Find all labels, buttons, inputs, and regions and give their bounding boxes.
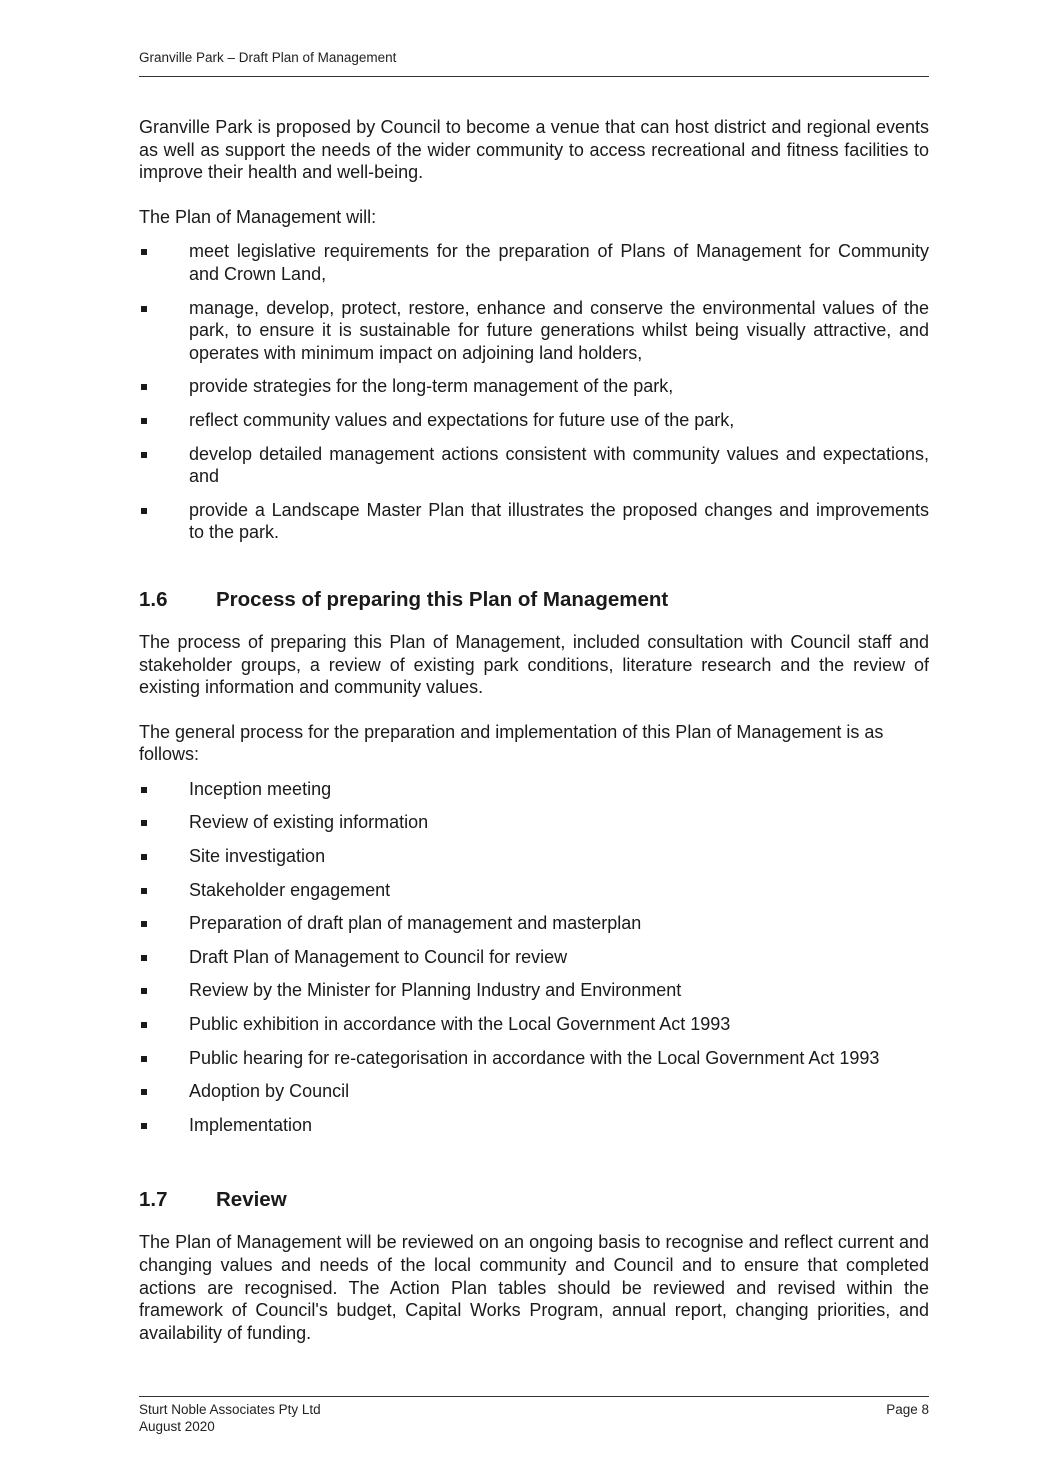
spacer bbox=[139, 555, 929, 587]
process-paragraph: The process of preparing this Plan of Management, included consultation with Council staff and stakeholder groups, a review of existing park conditions, literature research and the review of existing information and community values. bbox=[139, 631, 929, 698]
square-bullet-icon bbox=[141, 787, 147, 793]
list-item: Review of existing information bbox=[139, 811, 929, 834]
page-body bbox=[139, 116, 929, 1366]
header-divider bbox=[139, 76, 929, 77]
list-item: Draft Plan of Management to Council for review bbox=[139, 946, 929, 969]
list-item: Inception meeting bbox=[139, 778, 929, 801]
plan-will-lead: The Plan of Management will: bbox=[139, 206, 377, 227]
list-item: Review by the Minister for Planning Industry and Environment bbox=[139, 979, 929, 1002]
square-bullet-icon bbox=[141, 988, 147, 994]
process-steps-list bbox=[139, 778, 929, 1137]
list-item: provide strategies for the long-term management of the park, bbox=[139, 375, 929, 398]
list-item: provide a Landscape Master Plan that illustrates the proposed changes and improvements to the park. bbox=[139, 499, 929, 544]
list-item: Adoption by Council bbox=[139, 1080, 929, 1103]
square-bullet-icon bbox=[141, 820, 147, 826]
section-number: 1.6 bbox=[139, 587, 168, 611]
list-item: Implementation bbox=[139, 1114, 929, 1137]
footer-company: Sturt Noble Associates Pty Ltd bbox=[139, 1402, 321, 1417]
list-item: Stakeholder engagement bbox=[139, 879, 929, 902]
square-bullet-icon bbox=[141, 888, 147, 894]
square-bullet-icon bbox=[141, 418, 147, 424]
list-item: meet legislative requirements for the preparation of Plans of Management for Community and Crown Land, bbox=[139, 240, 929, 285]
section-heading-1-7 bbox=[139, 1187, 929, 1213]
page-number: Page 8 bbox=[886, 1402, 929, 1417]
list-item: Public hearing for re-categorisation in accordance with the Local Government Act 1993 bbox=[139, 1047, 929, 1070]
section-title: Review bbox=[216, 1188, 287, 1212]
intro-paragraph: Granville Park is proposed by Council to become a venue that can host district and regional events as well as support the needs of the wider community to access recreational and fitness facilities to improve their health and well-being. bbox=[139, 117, 929, 183]
square-bullet-icon bbox=[141, 384, 147, 390]
document-page bbox=[139, 0, 929, 1484]
square-bullet-icon bbox=[141, 1056, 147, 1062]
section-heading-1-6 bbox=[139, 587, 929, 613]
list-item: reflect community values and expectations for future use of the park, bbox=[139, 409, 929, 432]
section-title: Process of preparing this Plan of Management bbox=[216, 587, 669, 611]
section-number: 1.7 bbox=[139, 1188, 168, 1212]
footer-left bbox=[139, 1402, 321, 1435]
square-bullet-icon bbox=[141, 1022, 147, 1028]
square-bullet-icon bbox=[141, 1123, 147, 1129]
spacer bbox=[139, 1147, 929, 1187]
list-item: manage, develop, protect, restore, enhance and conserve the environmental values of the park, to ensure it is sustainable for future generations whilst being visually attractive, and operates with minimum impact on adjoining land holders, bbox=[139, 297, 929, 365]
square-bullet-icon bbox=[141, 921, 147, 927]
square-bullet-icon bbox=[141, 854, 147, 860]
general-process-lead: The general process for the preparation and implementation of this Plan of Management is as follows: bbox=[139, 721, 884, 765]
list-item: Site investigation bbox=[139, 845, 929, 868]
plan-objectives-list bbox=[139, 240, 929, 544]
list-item: develop detailed management actions consistent with community values and expectations, and bbox=[139, 443, 929, 488]
square-bullet-icon bbox=[141, 452, 147, 458]
review-paragraph: The Plan of Management will be reviewed on an ongoing basis to recognise and reflect current and changing values and needs of the local community and Council and to ensure that completed actions are recognised. The Action Plan tables should be reviewed and revised within the framework of Council's budget, Capital Works Program, annual report, changing priorities, and availability of funding. bbox=[139, 1232, 929, 1343]
list-item: Public exhibition in accordance with the Local Government Act 1993 bbox=[139, 1013, 929, 1036]
running-header: Granville Park – Draft Plan of Management bbox=[139, 50, 397, 65]
square-bullet-icon bbox=[141, 249, 147, 255]
footer-date: August 2020 bbox=[139, 1418, 215, 1434]
footer-divider bbox=[139, 1396, 929, 1397]
square-bullet-icon bbox=[141, 508, 147, 514]
square-bullet-icon bbox=[141, 955, 147, 961]
square-bullet-icon bbox=[141, 306, 147, 312]
square-bullet-icon bbox=[141, 1089, 147, 1095]
list-item: Preparation of draft plan of management and masterplan bbox=[139, 912, 929, 935]
